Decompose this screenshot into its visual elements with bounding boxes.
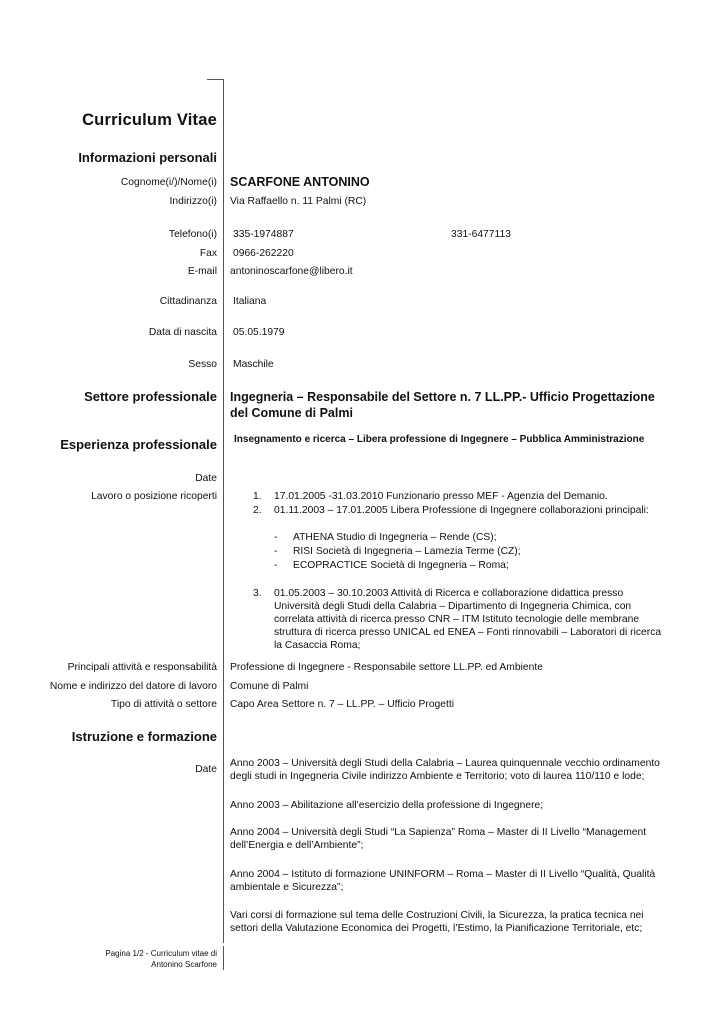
subitem-text: ATHENA Studio di Ingegneria – Rende (CS); <box>293 532 497 543</box>
sex-value: Maschile <box>233 359 274 370</box>
fax-label: Fax <box>199 248 217 259</box>
subitem-text: ECOPRACTICE Società di Ingegneria – Roma; <box>293 560 509 571</box>
activities-label: Principali attività e responsabilità <box>67 662 217 673</box>
education-entry: Vari corsi di formazione sul tema delle Costruzioni Civili, la Sicurezza, la pratica tecnica nei settori della Valutazione Economica dei Progetti, l’Estimo, la Pianificazione Territoriale, etc; <box>230 910 644 934</box>
employer-label: Nome e indirizzo del datore di lavoro <box>49 681 217 692</box>
address-value: Via Raffaello n. 11 Palmi (RC) <box>230 196 367 207</box>
job-item-number: 3. <box>253 588 262 599</box>
education-title: Istruzione e formazione <box>71 729 217 744</box>
job-label: Lavoro o posizione ricoperti <box>91 491 217 502</box>
personal-section-title: Informazioni personali <box>78 150 217 165</box>
citizenship-value: Italiana <box>233 296 267 307</box>
email-label: E-mail <box>187 266 217 277</box>
experience-date-label: Date <box>195 473 217 484</box>
phone-value-1: 335-1974887 <box>233 229 294 240</box>
job-item-number: 1. <box>253 491 262 502</box>
subitem-text: RISI Società di Ingegneria – Lamezia Terme (CZ); <box>293 546 521 557</box>
education-date-label: Date <box>195 764 217 775</box>
job-item-text: 01.05.2003 – 30.10.2003 Attività di Ricerca e collaborazione didattica presso Università degli Studi della Calabria – Dipartimento di Ingegneria Chimica, con correlata attività di ricerca presso CNR – ITM Istituto tecnologie delle membrane struttura di ricerca presso UNICAL ed ENEA – Fonti rinnovabili – Laboratori di ricerca la Casaccia Roma; <box>274 588 662 651</box>
employer-value: Comune di Palmi <box>230 681 309 692</box>
email-value: antoninoscarfone@libero.it <box>230 266 353 277</box>
subitem-dash: - <box>274 532 278 543</box>
column-divider <box>223 79 224 943</box>
education-entry: Anno 2004 – Istituto di formazione UNINFORM – Roma – Master di II Livello “Qualità, Qualità ambientale e Sicurezza”; <box>230 869 656 893</box>
sector-type-label: Tipo di attività o settore <box>110 699 217 710</box>
education-entry: Anno 2003 – Abilitazione all’esercizio della professione di Ingegnere; <box>230 800 544 811</box>
birth-label: Data di nascita <box>148 327 217 338</box>
sex-label: Sesso <box>188 359 217 370</box>
footer-line-1: Pagina 1/2 - Curriculum vitae di <box>105 949 217 958</box>
subitem-dash: - <box>274 546 278 557</box>
name-value: SCARFONE ANTONINO <box>230 175 370 189</box>
footer-divider <box>223 946 224 970</box>
experience-title: Esperienza professionale <box>60 437 217 452</box>
job-item-text: 01.11.2003 – 17.01.2005 Libera Professione di Ingegnere collaborazioni principali: <box>274 505 649 516</box>
fax-value: 0966-262220 <box>233 248 294 259</box>
job-item-text: 17.01.2005 -31.03.2010 Funzionario presso MEF - Agenzia del Demanio. <box>274 491 608 502</box>
address-label: Indirizzo(i) <box>169 196 217 207</box>
name-label: Cognome(i/)/Nome(i) <box>120 177 217 188</box>
activities-value: Professione di Ingegnere - Responsabile settore LL.PP. ed Ambiente <box>230 662 543 673</box>
phone-label: Telefono(i) <box>168 229 217 240</box>
experience-subtitle: Insegnamento e ricerca – Libera professione di Ingegnere – Pubblica Amministrazione <box>234 434 645 445</box>
sector-title: Settore professionale <box>84 389 217 404</box>
phone-value-2: 331-6477113 <box>451 229 511 240</box>
birth-value: 05.05.1979 <box>233 327 285 338</box>
page-title: Curriculum Vitae <box>82 111 217 129</box>
citizenship-label: Cittadinanza <box>159 296 217 307</box>
job-item-number: 2. <box>253 505 262 516</box>
top-tick-line <box>207 79 224 80</box>
footer-line-2: Antonino Scarfone <box>151 960 217 969</box>
subitem-dash: - <box>274 560 278 571</box>
education-entry: Anno 2004 – Università degli Studi “La Sapienza” Roma – Master di II Livello “Management dell’Energia e dell’Ambiente”; <box>230 827 647 851</box>
education-entry: Anno 2003 – Università degli Studi della Calabria – Laurea quinquennale vecchio ordinamento degli studi in Ingegneria Civile indirizzo Ambiente e Territorio; voto di laurea 110/110 e lode; <box>230 758 660 782</box>
sector-type-value: Capo Area Settore n. 7 – LL.PP. – Ufficio Progetti <box>230 699 455 710</box>
sector-value: Ingegneria – Responsabile del Settore n. 7 LL.PP.- Ufficio Progettazione del Comune di Palmi <box>230 390 655 420</box>
